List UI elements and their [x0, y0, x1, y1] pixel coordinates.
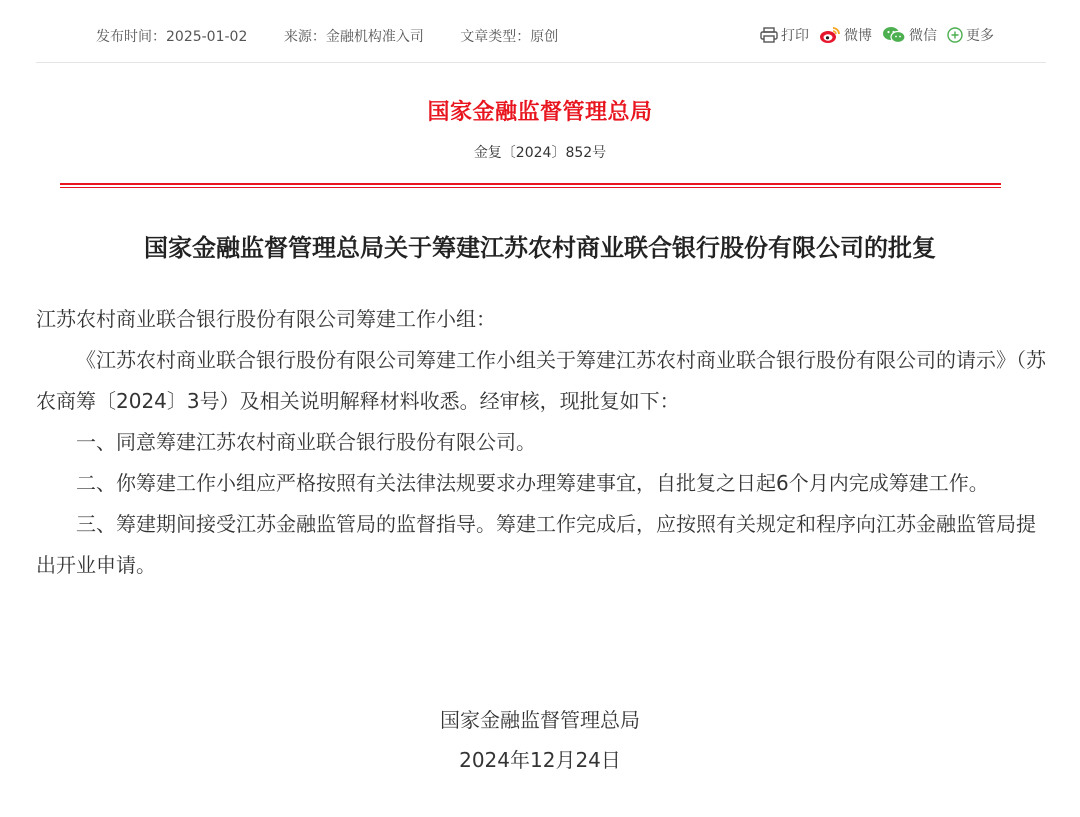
paragraph-request: 《江苏农村商业联合银行股份有限公司筹建工作小组关于筹建江苏农村商业联合银行股份有限公司的请示》（苏农商筹〔2024〕3号）及相关说明解释材料收悉。经审核，现批复如下： [36, 348, 1046, 413]
wechat-icon [882, 26, 906, 44]
signature-date: 2024年12月24日 [459, 748, 621, 772]
article-type-label: 文章类型： [460, 29, 531, 45]
weibo-share-button[interactable] [819, 25, 872, 45]
source: 金融机构准入司 [325, 29, 424, 45]
paragraph-item-1: 一、同意筹建江苏农村商业联合银行股份有限公司。 [76, 430, 536, 454]
article-type: 原创 [530, 29, 559, 45]
wechat-label: 微信 [909, 28, 937, 44]
article-meta-bar [36, 0, 1046, 63]
red-divider [60, 183, 1001, 185]
document-title: 国家金融监督管理总局关于筹建江苏农村商业联合银行股份有限公司的批复 [144, 234, 936, 262]
publish-time: 2025-01-02 [166, 29, 248, 45]
source-label: 来源： [283, 29, 326, 45]
publish-time-label: 发布时间： [96, 29, 166, 45]
salutation: 江苏农村商业联合银行股份有限公司筹建工作小组： [36, 307, 496, 331]
issuing-authority-heading: 国家金融监督管理总局 [427, 100, 653, 125]
share-toolbar [750, 25, 994, 45]
print-label: 打印 [781, 28, 809, 44]
document-number: 金复〔2024〕852号 [473, 145, 607, 161]
signature-authority: 国家金融监督管理总局 [440, 708, 640, 732]
article-meta [96, 26, 590, 46]
printer-icon [760, 27, 778, 43]
more-share-button[interactable] [947, 25, 994, 45]
plus-circle-icon [947, 27, 963, 43]
paragraph-item-3: 三、筹建期间接受江苏金融监管局的监督指导。筹建工作完成后，应按照有关规定和程序向江苏金融监管局提出开业申请。 [36, 512, 1036, 577]
paragraph-item-2: 二、你筹建工作小组应严格按照有关法律法规要求办理筹建事宜，自批复之日起6个月内完成筹建工作。 [76, 471, 989, 495]
weibo-label: 微博 [844, 28, 872, 44]
wechat-share-button[interactable] [882, 25, 937, 45]
print-button[interactable] [760, 25, 809, 45]
weibo-icon [819, 26, 841, 44]
document-body [36, 299, 1046, 586]
more-label: 更多 [966, 28, 994, 44]
red-divider-thin [60, 187, 1001, 188]
